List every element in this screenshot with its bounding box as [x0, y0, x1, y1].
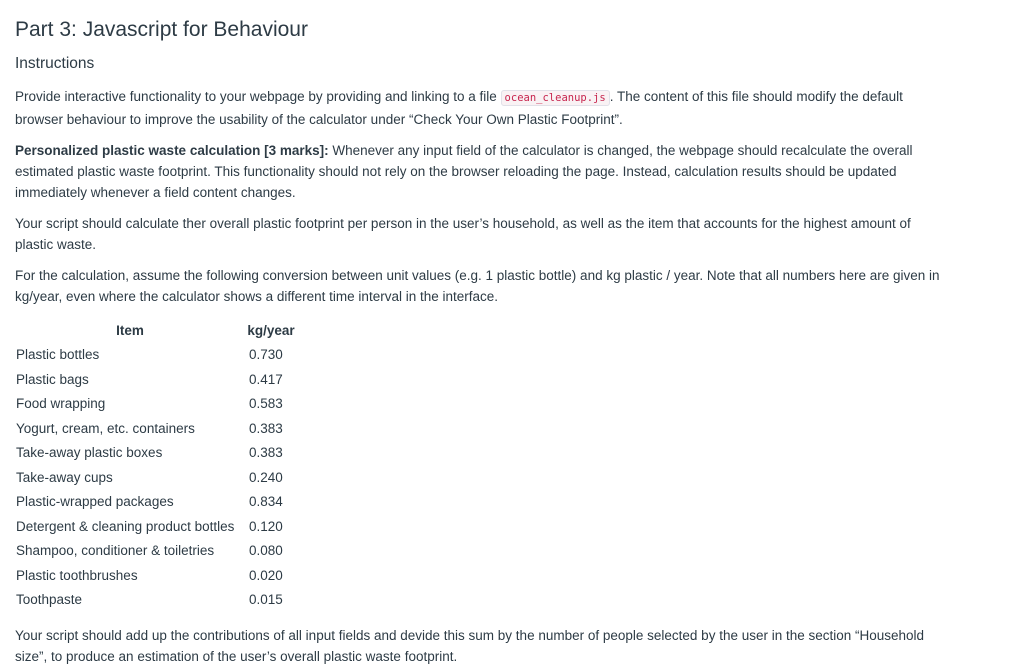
item-name-cell: Yogurt, cream, etc. containers [16, 420, 195, 436]
column-header-kg: kg/year [247, 323, 295, 338]
item-name-cell: Take-away cups [16, 469, 113, 485]
table-header-row [15, 319, 297, 343]
kg-value-cell: 0.020 [249, 567, 283, 583]
kg-value-cell: 0.080 [249, 543, 283, 558]
table-row [15, 417, 297, 442]
item-name-cell: Plastic bags [16, 371, 89, 387]
calculation-paragraph [15, 140, 950, 203]
item-name-cell: Shampoo, conditioner & toiletries [16, 543, 215, 558]
kg-value-cell: 0.834 [249, 494, 283, 509]
table-row [15, 466, 297, 491]
kg-value-cell: 0.240 [249, 469, 283, 485]
kg-value-cell: 0.383 [249, 445, 283, 460]
intro-text-before: Provide interactive functionality to your webpage by providing and linking to a file [15, 89, 501, 104]
filename-code: ocean_cleanup.js [501, 90, 610, 106]
calculation-title: Personalized plastic waste calculation [3 marks]: [15, 143, 329, 158]
column-header-item: Item [116, 323, 144, 338]
intro-paragraph [15, 86, 950, 130]
table-row [15, 392, 297, 417]
kg-value-cell: 0.417 [249, 371, 283, 387]
table-row [15, 368, 297, 393]
kg-value-cell: 0.015 [249, 592, 283, 607]
item-name-cell: Plastic bottles [16, 347, 100, 362]
table-body [15, 343, 297, 613]
table-row [15, 490, 297, 515]
item-name-cell: Take-away plastic boxes [16, 445, 163, 460]
table-row [15, 588, 297, 613]
kg-value-cell: 0.730 [249, 347, 283, 362]
intro-text-after: . The content of this file should modify the default browser behaviour to improve the usability of the calculator under “Check Your Own Plastic Footprint”. [15, 89, 903, 127]
conversion-paragraph: For the calculation, assume the following conversion between unit values (e.g. 1 plastic bottle) and kg plastic / year. Note that all numbers here are given in kg/year, even where the calculator shows a different time interval in the interface. [15, 268, 940, 304]
kg-value-cell: 0.120 [249, 518, 283, 534]
kg-value-cell: 0.583 [249, 396, 283, 411]
table-row [15, 515, 297, 540]
final-paragraph: Your script should add up the contributions of all input fields and devide this sum by the number of people selected by the user in the section “Household size”, to produce an estimation of the user’s overall plastic waste footprint. [15, 627, 925, 664]
script-paragraph: Your script should calculate ther overall plastic footprint per person in the user’s household, as well as the item that accounts for the highest amount of plastic waste. [15, 216, 911, 252]
item-name-cell: Plastic toothbrushes [16, 567, 138, 583]
item-name-cell: Plastic-wrapped packages [16, 494, 174, 509]
item-name-cell: Toothpaste [16, 592, 83, 607]
conversion-table [15, 319, 297, 613]
kg-value-cell: 0.383 [249, 420, 283, 436]
calculation-body: Whenever any input field of the calculator is changed, the webpage should recalculate the overall estimated plastic waste footprint. This functionality should not rely on the browser reloading the page. Instead, calculation results should be updated immediately whenever a field content changes. [15, 143, 913, 200]
item-name-cell: Detergent & cleaning product bottles [16, 518, 235, 534]
table-row [15, 564, 297, 589]
table-row [15, 441, 297, 466]
page-title: Part 3: Javascript for Behaviour [15, 18, 308, 41]
instructions-heading: Instructions [15, 55, 95, 72]
item-name-cell: Food wrapping [16, 396, 106, 411]
table-row [15, 343, 297, 368]
table-row [15, 539, 297, 564]
